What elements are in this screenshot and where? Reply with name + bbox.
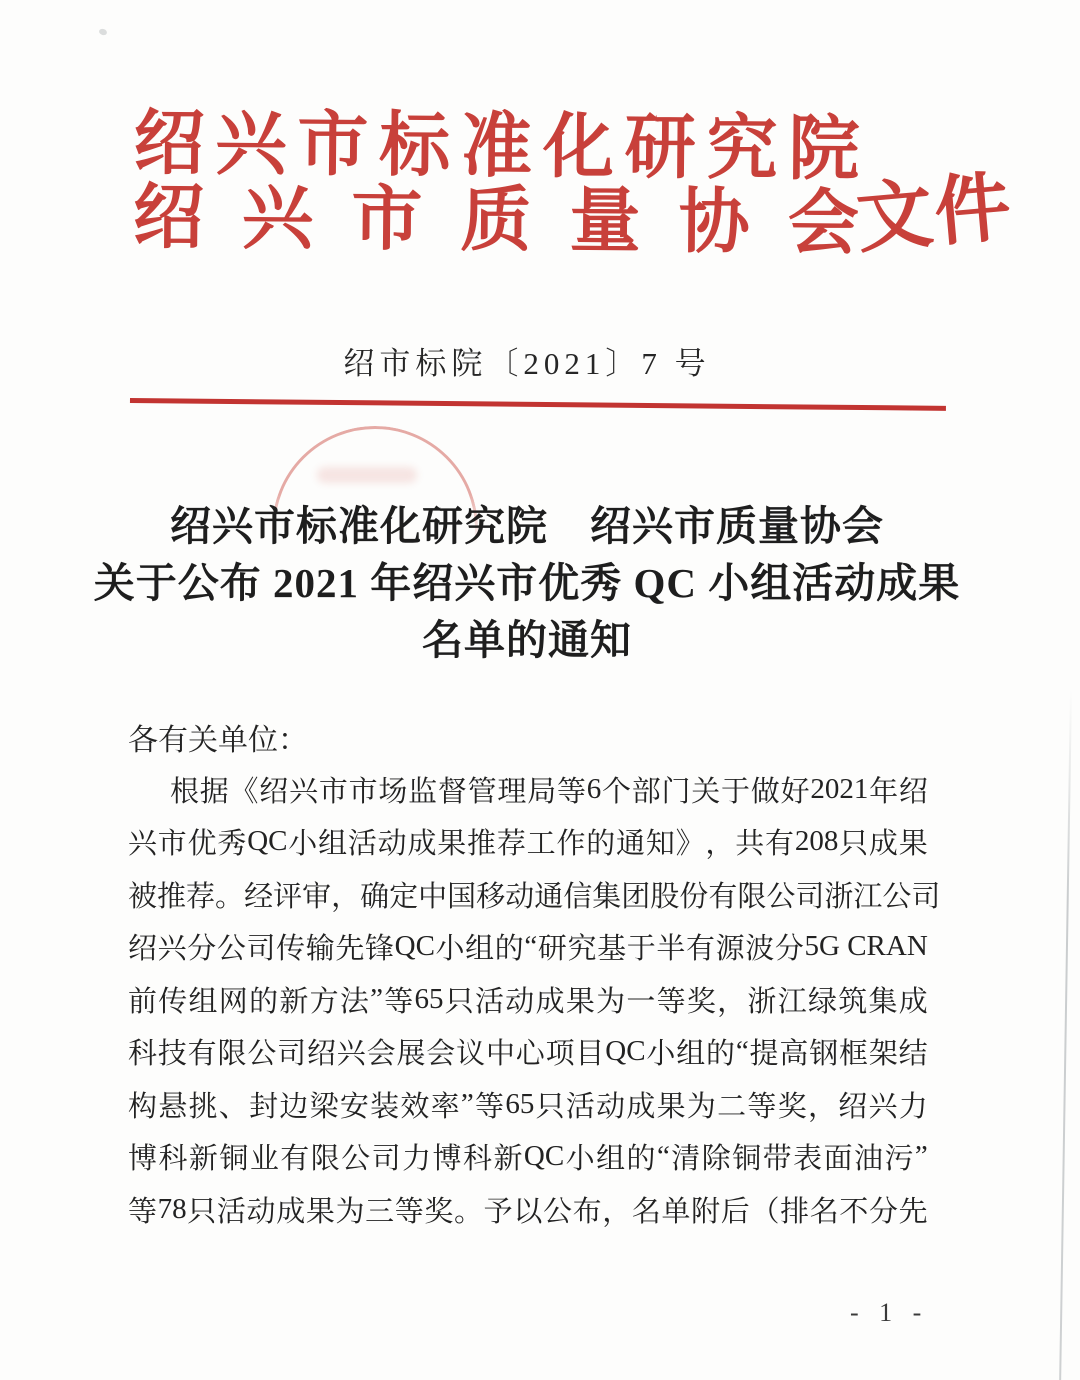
document-body [128,710,941,1236]
org-name-char: 院 [788,110,860,190]
paragraph-line: 被 推 荐 。 经 评 审 ， 确 定 中 国 移 动 通 信 集 团 股 份 有 限 公 司 浙 江 公 司 [128,880,941,913]
org-name-char: 化 [542,108,615,188]
org-name-char: 市 [350,180,423,260]
org-name-char: 兴 [241,179,314,259]
title-line-1: 绍兴市标准化研究院 绍兴市质量协会 [170,503,884,549]
doc-type-label: 文件 [853,165,1017,263]
doc-number: 绍市标院〔2021〕7 号 [343,346,711,381]
org-name-char: 绍 [133,104,205,184]
document-title [0,498,1054,669]
org-name-char: 协 [678,183,751,263]
paragraph-line: 根 据 《 绍 兴 市 市 场 监 督 管 理 局 等 6 个 部 门 关 于 做 好 2021 年 绍 [170,772,928,808]
paragraph-line: 等 78 只 活 动 成 果 为 三 等 奖 。 予 以 公 布 ， 名 单 附 后 （ 排 名 不 分 先 [128,1192,928,1228]
org-name-char: 质 [460,181,532,261]
paragraph-line: 博 科 新 铜 业 有 限 公 司 力 博 科 新 QC 小 组 的 “ 清 除 铜 带 表 面 油 污 ” [128,1140,928,1176]
paragraph-line: 兴 市 优 秀 QC 小 组 活 动 成 果 推 荐 工 作 的 通 知 》 ， 共 有 208 只 成 果 [128,825,928,861]
page-number: - 1 - [850,1298,929,1327]
red-divider-rule [130,398,946,411]
org-name-char: 市 [296,106,369,186]
notice-paragraph [128,763,941,1236]
scan-speck-artifact [98,28,107,36]
salutation: 各有关单位： [128,723,308,757]
paragraph-line: 科 技 有 限 公 司 绍 兴 会 展 会 议 中 心 项 目 QC 小 组 的 “ 提 高 钢 框 架 结 [128,1035,928,1071]
org-name-char: 会 [787,184,860,264]
org-name-char: 标 [378,107,451,186]
org-name-char: 兴 [215,105,287,185]
paragraph-line: 绍 兴 分 公 司 传 输 先 锋 QC 小 组 的 “ 研 究 基 于 半 有 源 波 分 5G CRAN [128,930,928,966]
org-name-char: 准 [460,107,533,187]
letterhead [132,100,860,264]
title-line-2: 关于公布 2021 年绍兴市优秀 QC 小组活动成果 [93,560,961,606]
paragraph-line: 构 悬 挑 、 封 边 梁 安 装 效 率 ” 等 65 只 活 动 成 果 为 二 等 奖 ， 绍 兴 力 [128,1087,928,1123]
paragraph-line: 前 传 组 网 的 新 方 法 ” 等 65 只 活 动 成 果 为 一 等 奖 ， 浙 江 绿 筑 集 成 [128,982,928,1018]
scan-edge-line [1059,690,1072,1380]
org-name-char: 量 [569,182,641,262]
org-name-char: 究 [706,110,778,189]
org-name-char: 研 [624,109,697,188]
org-name-char: 绍 [132,178,205,258]
title-line-3: 名单的通知 [422,617,632,663]
